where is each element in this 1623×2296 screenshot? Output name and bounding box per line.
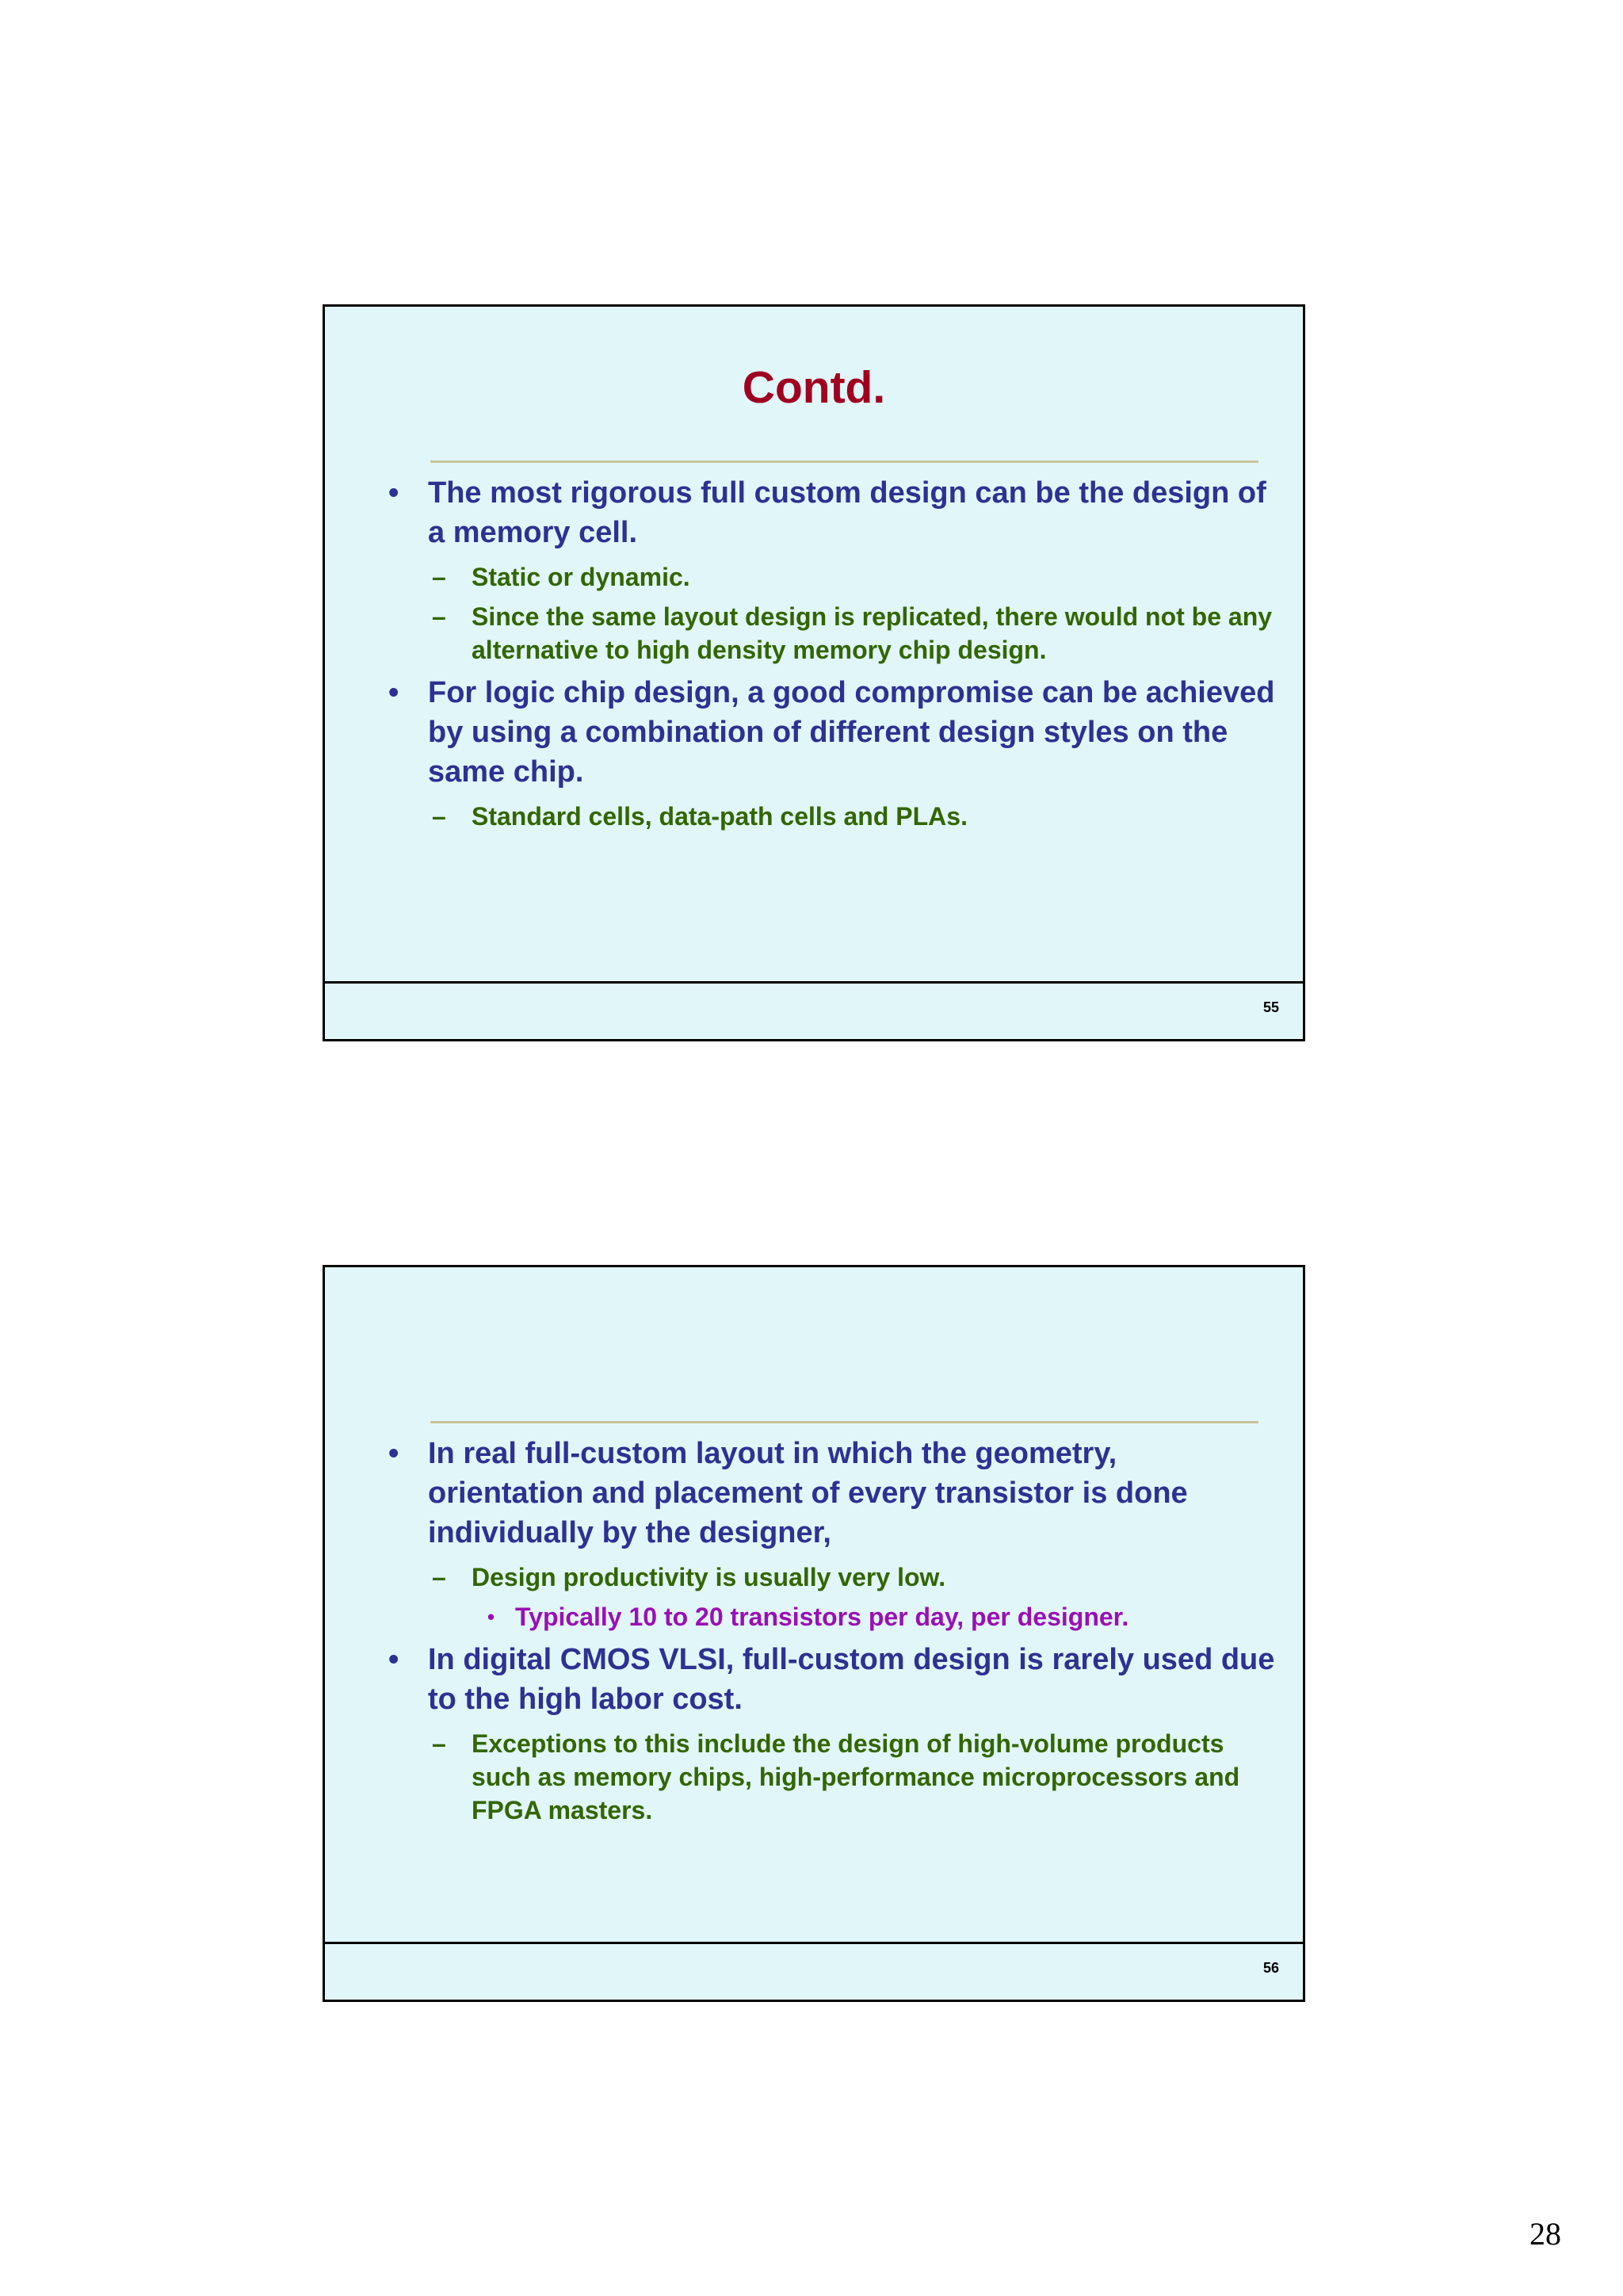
bullet-text: The most rigorous full custom design can be the design of a memory cell. xyxy=(428,476,1266,549)
sub-bullet-text: Standard cells, data-path cells and PLAs. xyxy=(472,802,968,831)
bullet-item xyxy=(388,1640,1276,1719)
slide-content xyxy=(388,1434,1276,1833)
slide-title: Contd. xyxy=(742,362,886,413)
sub-bullet-text: Since the same layout design is replicated, there would not be any alternative to high density memory chip design. xyxy=(472,602,1273,664)
bullet-text: In digital CMOS VLSI, full-custom design is rarely used due to the high labor cost. xyxy=(428,1643,1275,1716)
sub-bullet-item xyxy=(388,1727,1276,1827)
sub-bullet-text: Static or dynamic. xyxy=(472,563,690,591)
sub-bullet-text: Design productivity is usually very low. xyxy=(472,1563,946,1591)
sub-sub-bullet-text: Typically 10 to 20 transistors per day, per designer. xyxy=(515,1603,1129,1631)
bullet-marker: • xyxy=(388,476,399,510)
dash-marker: – xyxy=(432,602,446,631)
bullet-item xyxy=(388,1434,1276,1553)
bullet-text: For logic chip design, a good compromise can be achieved by using a combination of different design styles on the same chip. xyxy=(428,676,1275,789)
bullet-marker: • xyxy=(487,1605,495,1629)
slide-footer xyxy=(325,1942,1303,2000)
document-page-number: 28 xyxy=(1529,2216,1561,2252)
bullet-marker: • xyxy=(388,1643,399,1676)
sub-sub-bullet-item xyxy=(388,1600,1276,1633)
bullet-marker: • xyxy=(388,676,399,709)
slide-page-number: 56 xyxy=(1262,1960,1279,1976)
dash-marker: – xyxy=(432,563,446,591)
dash-marker: – xyxy=(432,1729,446,1758)
bullet-item xyxy=(388,673,1276,792)
sub-bullet-item xyxy=(388,800,1276,833)
slide-page-number: 55 xyxy=(1262,999,1279,1015)
slide-55 xyxy=(323,304,1305,1041)
dash-marker: – xyxy=(432,1563,446,1591)
dash-marker: – xyxy=(432,802,446,831)
sub-bullet-item xyxy=(388,600,1276,667)
slide-56 xyxy=(323,1265,1305,2002)
sub-bullet-text: Exceptions to this include the design of high-volume products such as memory chips, high-performance microprocessors and FPGA masters. xyxy=(472,1729,1240,1824)
sub-bullet-item xyxy=(388,1561,1276,1594)
slide-footer xyxy=(325,981,1303,1039)
bullet-text: In real full-custom layout in which the geometry, orientation and placement of every transistor is done individually by the designer, xyxy=(428,1437,1188,1549)
bullet-item xyxy=(388,473,1276,552)
slide-content xyxy=(388,473,1276,839)
title-divider xyxy=(430,1421,1258,1423)
title-divider xyxy=(430,460,1258,463)
sub-bullet-item xyxy=(388,560,1276,594)
bullet-marker: • xyxy=(388,1437,399,1470)
